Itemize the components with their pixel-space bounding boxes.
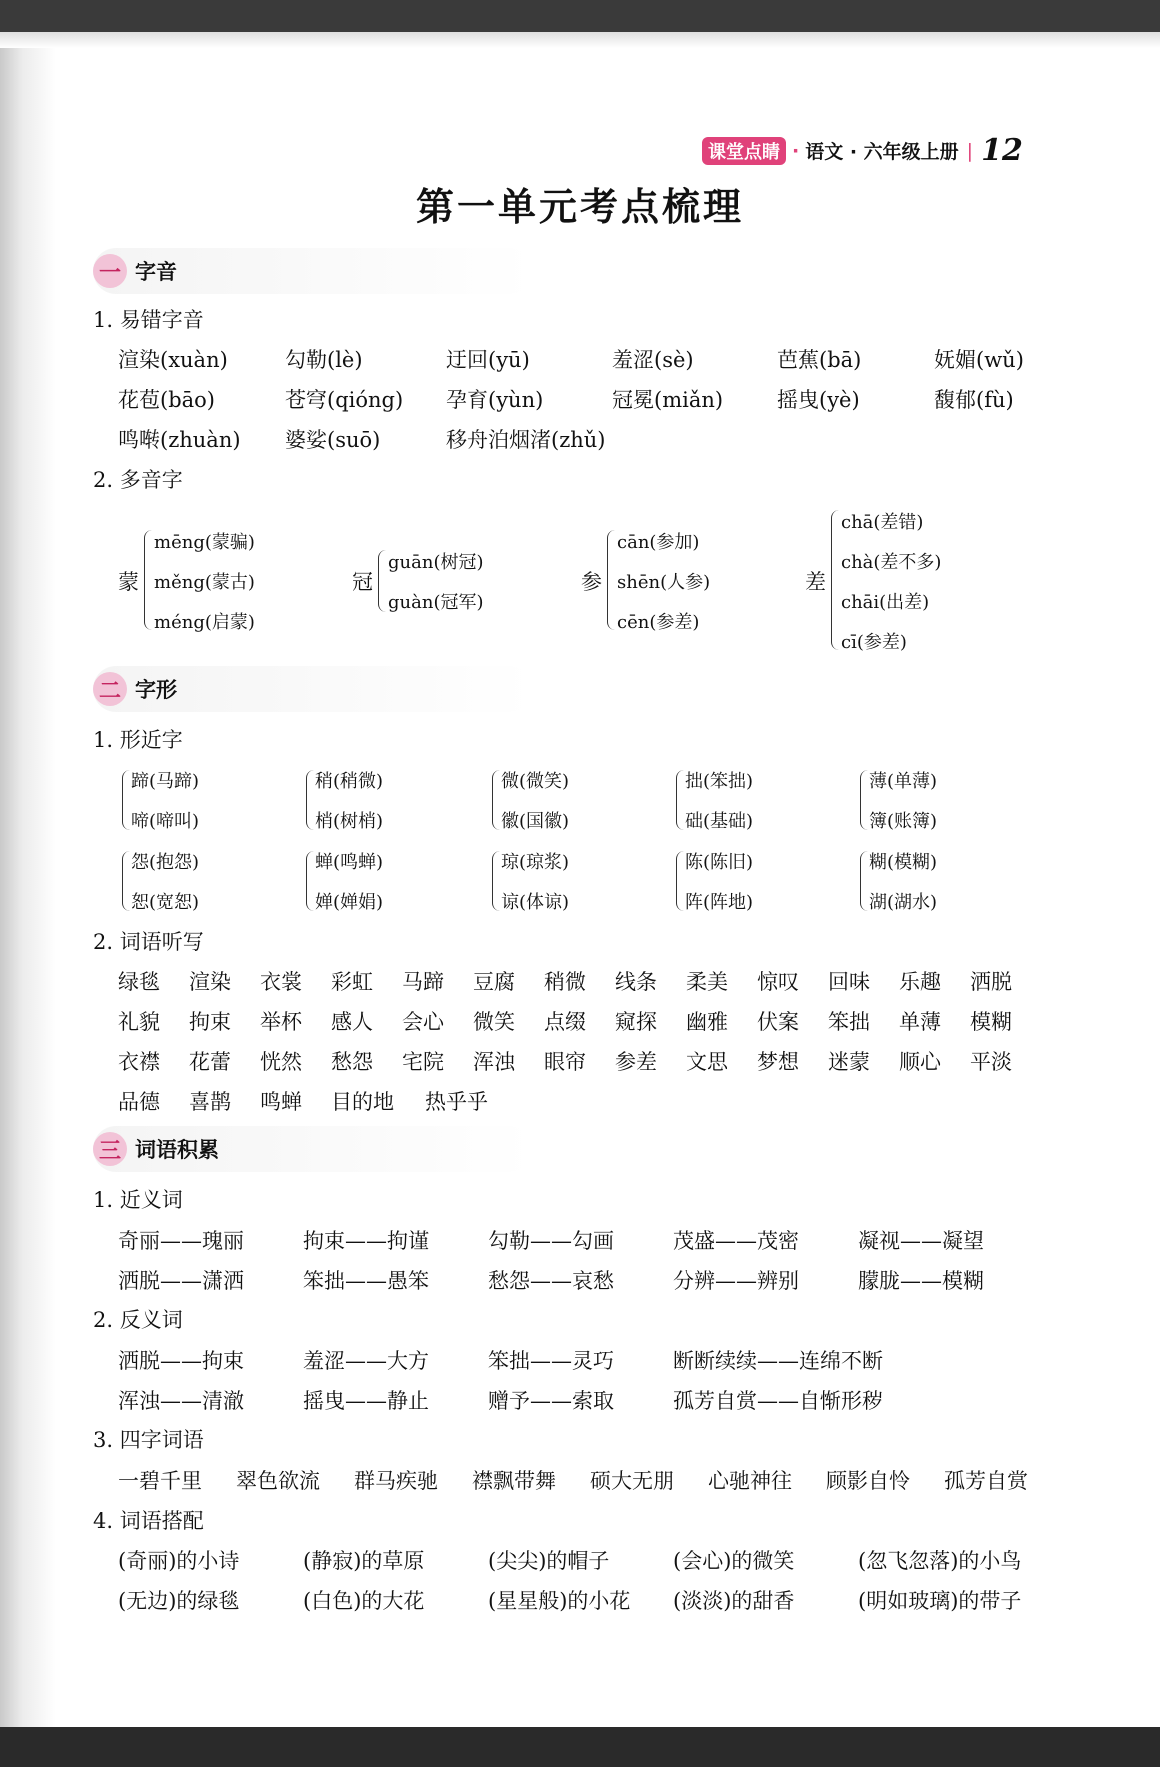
synonym-pair: 拘束——拘谨 [303, 1229, 429, 1253]
synonym-pair: 奇丽——瑰丽 [118, 1229, 244, 1253]
similar-char: 谅(体谅) [501, 892, 570, 913]
dictation-word: 宅院 [402, 1050, 444, 1074]
brace [492, 770, 500, 830]
similar-char: 湖(湖水) [869, 892, 938, 913]
reading: méng(启蒙) [154, 612, 255, 633]
dictation-word: 眼帘 [544, 1050, 586, 1074]
dictation-word: 窥探 [615, 1010, 657, 1034]
similar-char: 徽(国徽) [501, 811, 570, 832]
collocation: (星星般)的小花 [488, 1589, 631, 1613]
word-item: 馥郁(fù) [934, 388, 1014, 412]
similar-char: 蹄(马蹄) [131, 771, 200, 792]
dictation-word: 乐趣 [899, 970, 941, 994]
similar-char: 簿(账簿) [869, 811, 938, 832]
reading: chā(差错) [841, 512, 924, 533]
reading: chāi(出差) [841, 592, 930, 613]
antonym-pair: 笨拙——灵巧 [488, 1349, 614, 1373]
polyphone-char: 蒙 [118, 570, 139, 594]
dictation-word: 微笑 [473, 1010, 515, 1034]
word-item: 迂回(yū) [446, 348, 530, 372]
similar-char: 微(微笑) [501, 771, 570, 792]
section-badge: 课堂点睛 [702, 137, 786, 165]
idiom: 心驰神往 [708, 1469, 792, 1493]
dictation-word: 笨拙 [828, 1010, 870, 1034]
reading: cān(参加) [617, 532, 700, 553]
similar-char: 婵(婵娟) [315, 892, 384, 913]
collocation: (无边)的绿毯 [118, 1589, 240, 1613]
idiom: 襟飘带舞 [472, 1469, 556, 1493]
synonym-pair: 分辨——辨别 [673, 1269, 799, 1293]
antonym-pair: 羞涩——大方 [303, 1349, 429, 1373]
word-item: 芭蕉(bā) [777, 348, 862, 372]
antonym-pair: 浑浊——清澈 [118, 1389, 244, 1413]
dictation-word: 平淡 [970, 1050, 1012, 1074]
dictation-word: 参差 [615, 1050, 657, 1074]
dictation-word: 品德 [118, 1090, 160, 1114]
similar-char: 蝉(鸣蝉) [315, 852, 384, 873]
similar-char: 陈(陈旧) [685, 852, 754, 873]
dictation-word: 目的地 [331, 1090, 394, 1114]
subsection-title: 4. 词语搭配 [93, 1509, 204, 1533]
dictation-word: 会心 [402, 1010, 444, 1034]
page-title: 第一单元考点梳理 [415, 185, 744, 229]
antonym-pair: 孤芳自赏——自惭形秽 [673, 1389, 883, 1413]
idiom: 群马疾驰 [354, 1469, 438, 1493]
dictation-word: 柔美 [686, 970, 728, 994]
antonym-pair: 摇曳——静止 [303, 1389, 429, 1413]
collocation: (会心)的微笑 [673, 1549, 795, 1573]
dictation-word: 举杯 [260, 1010, 302, 1034]
collocation: (奇丽)的小诗 [118, 1549, 240, 1573]
similar-char: 稍(稍微) [315, 771, 384, 792]
synonym-pair: 朦胧——模糊 [858, 1269, 984, 1293]
dictation-word: 鸣蝉 [260, 1090, 302, 1114]
collocation: (尖尖)的帽子 [488, 1549, 610, 1573]
brace [676, 770, 684, 830]
brace [607, 530, 615, 630]
antonym-pair: 赠予——索取 [488, 1389, 614, 1413]
page-number: 12 [981, 133, 1023, 168]
dictation-word: 洒脱 [970, 970, 1012, 994]
collocation: (白色)的大花 [303, 1589, 425, 1613]
similar-char: 拙(笨拙) [685, 771, 754, 792]
similar-char: 梢(树梢) [315, 811, 384, 832]
dictation-word: 恍然 [260, 1050, 302, 1074]
brace [144, 530, 152, 630]
dictation-word: 豆腐 [473, 970, 515, 994]
dictation-word: 喜鹊 [189, 1090, 231, 1114]
reading: guān(树冠) [388, 552, 484, 573]
similar-char: 琼(琼浆) [501, 852, 570, 873]
word-item: 孕育(yùn) [446, 388, 544, 412]
collocation: (明如玻璃)的带子 [858, 1589, 1022, 1613]
idiom: 翠色欲流 [236, 1469, 320, 1493]
word-item: 移舟泊烟渚(zhǔ) [446, 428, 606, 452]
similar-char: 础(基础) [685, 811, 754, 832]
idiom: 硕大无朋 [590, 1469, 674, 1493]
synonym-pair: 洒脱——潇洒 [118, 1269, 244, 1293]
subsection-title: 1. 形近字 [93, 728, 183, 752]
word-item: 勾勒(lè) [285, 348, 363, 372]
synonym-pair: 茂盛——茂密 [673, 1229, 799, 1253]
word-item: 鸣啭(zhuàn) [118, 428, 241, 452]
viewer-bottom-bar [0, 1727, 1160, 1767]
dictation-word: 花蕾 [189, 1050, 231, 1074]
dictation-word: 衣裳 [260, 970, 302, 994]
header-divider: | [966, 139, 974, 162]
section-title: 词语积累 [135, 1138, 219, 1162]
section-heading-pronunciation [93, 248, 533, 294]
dictation-word: 单薄 [899, 1010, 941, 1034]
word-item: 摇曳(yè) [777, 388, 860, 412]
dictation-word: 浑浊 [473, 1050, 515, 1074]
dictation-word: 马蹄 [402, 970, 444, 994]
collocation: (忽飞忽落)的小鸟 [858, 1549, 1022, 1573]
reading: mēng(蒙骗) [154, 532, 255, 553]
reading: cī(参差) [841, 632, 907, 653]
reading: shēn(人参) [617, 572, 711, 593]
subsection-title: 3. 四字词语 [93, 1428, 204, 1452]
collocation: (淡淡)的甜香 [673, 1589, 795, 1613]
dictation-word: 渲染 [189, 970, 231, 994]
brace [676, 851, 684, 911]
synonym-pair: 勾勒——勾画 [488, 1229, 614, 1253]
brace [306, 770, 314, 830]
section-heading-vocabulary [93, 1126, 533, 1172]
section-number: 三 [93, 1132, 127, 1166]
dictation-word: 顺心 [899, 1050, 941, 1074]
dictation-word: 伏案 [757, 1010, 799, 1034]
reading: guàn(冠军) [388, 592, 484, 613]
header-dot: · [792, 139, 800, 162]
similar-char: 怨(抱怨) [131, 852, 200, 873]
reading: měng(蒙古) [154, 572, 255, 593]
polyphone-char: 差 [805, 570, 826, 594]
synonym-pair: 凝视——凝望 [858, 1229, 984, 1253]
brace [860, 770, 868, 830]
subsection-title: 2. 词语听写 [93, 930, 204, 954]
polyphone-char: 参 [581, 570, 602, 594]
polyphone-char: 冠 [352, 570, 373, 594]
subsection-title: 1. 近义词 [93, 1188, 183, 1212]
idiom: 孤芳自赏 [944, 1469, 1028, 1493]
word-item: 妩媚(wǔ) [934, 348, 1024, 372]
reading: cēn(参差) [617, 612, 700, 633]
dictation-word: 线条 [615, 970, 657, 994]
brace [122, 770, 130, 830]
dictation-word: 愁怨 [331, 1050, 373, 1074]
dictation-word: 回味 [828, 970, 870, 994]
page-header [702, 133, 1023, 168]
similar-char: 薄(单薄) [869, 771, 938, 792]
dictation-word: 幽雅 [686, 1010, 728, 1034]
dictation-word: 惊叹 [757, 970, 799, 994]
subject-label: 语文 · 六年级上册 [805, 141, 959, 163]
dictation-word: 礼貌 [118, 1010, 160, 1034]
word-item: 冠冕(miǎn) [612, 388, 724, 412]
word-item: 苍穹(qióng) [285, 388, 404, 412]
section-title: 字形 [135, 678, 177, 702]
dictation-word: 梦想 [757, 1050, 799, 1074]
idiom: 顾影自怜 [826, 1469, 910, 1493]
synonym-pair: 愁怨——哀愁 [488, 1269, 614, 1293]
similar-char: 糊(模糊) [869, 852, 938, 873]
brace [492, 851, 500, 911]
dictation-word: 稍微 [544, 970, 586, 994]
dictation-word: 热乎乎 [425, 1090, 488, 1114]
section-number: 二 [93, 672, 127, 706]
section-number: 一 [93, 254, 127, 288]
subsection-title: 1. 易错字音 [93, 308, 204, 332]
dictation-word: 彩虹 [331, 970, 373, 994]
section-title: 字音 [135, 260, 177, 284]
antonym-pair: 断断续续——连绵不断 [673, 1349, 883, 1373]
brace [831, 510, 839, 650]
brace [860, 851, 868, 911]
idiom: 一碧千里 [118, 1469, 202, 1493]
dictation-word: 绿毯 [118, 970, 160, 994]
reading: chà(差不多) [841, 552, 942, 573]
similar-char: 啼(啼叫) [131, 811, 200, 832]
dictation-word: 衣襟 [118, 1050, 160, 1074]
dictation-word: 迷蒙 [828, 1050, 870, 1074]
dictation-word: 点缀 [544, 1010, 586, 1034]
brace [122, 851, 130, 911]
similar-char: 阵(阵地) [685, 892, 754, 913]
dictation-word: 文思 [686, 1050, 728, 1074]
word-item: 花苞(bāo) [118, 388, 215, 412]
subsection-title: 2. 多音字 [93, 468, 183, 492]
word-item: 羞涩(sè) [612, 348, 694, 372]
antonym-pair: 洒脱——拘束 [118, 1349, 244, 1373]
subsection-title: 2. 反义词 [93, 1308, 183, 1332]
section-heading-character-form [93, 666, 533, 712]
synonym-pair: 笨拙——愚笨 [303, 1269, 429, 1293]
brace [306, 851, 314, 911]
word-item: 渲染(xuàn) [118, 348, 228, 372]
dictation-word: 拘束 [189, 1010, 231, 1034]
dictation-word: 感人 [331, 1010, 373, 1034]
collocation: (静寂)的草原 [303, 1549, 425, 1573]
similar-char: 恕(宽恕) [131, 892, 200, 913]
dictation-word: 模糊 [970, 1010, 1012, 1034]
brace [378, 550, 386, 612]
word-item: 婆娑(suō) [285, 428, 381, 452]
